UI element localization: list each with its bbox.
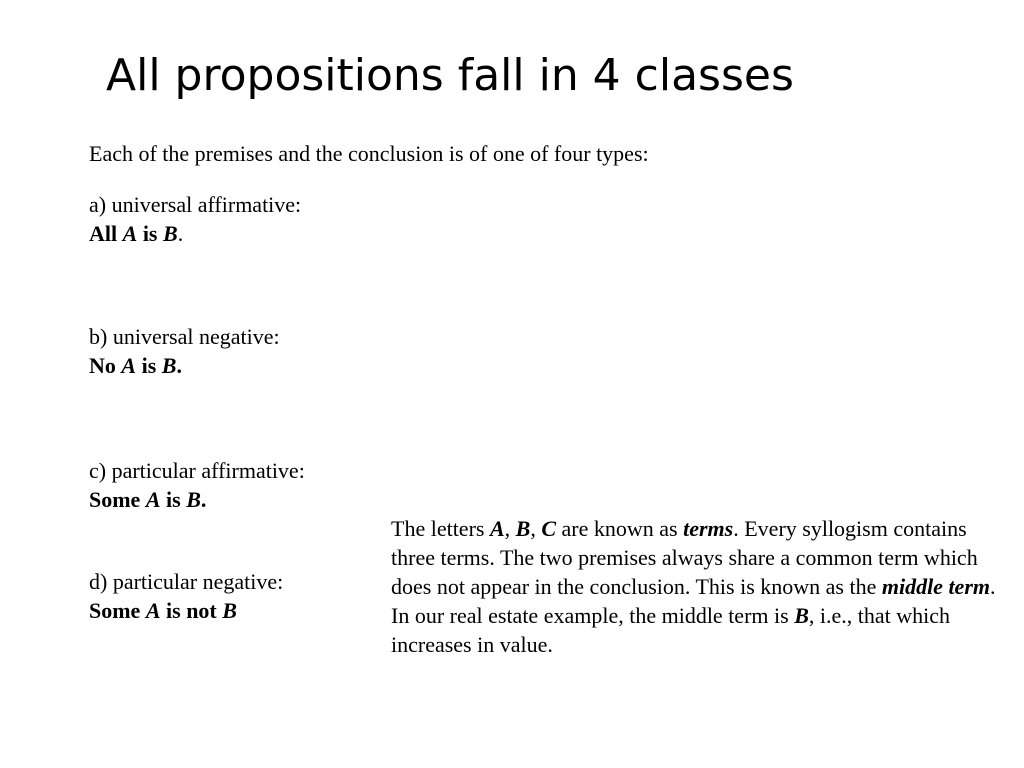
term-letter: middle term <box>881 574 990 599</box>
term-letter: B <box>186 487 201 512</box>
proposition-form <box>89 596 283 625</box>
text-run: is not <box>160 598 223 623</box>
proposition-form <box>89 485 305 514</box>
term-letter: B <box>222 598 237 623</box>
term-letter: B <box>515 516 531 541</box>
term-letter: terms <box>683 516 734 541</box>
term-letter: B <box>163 221 178 246</box>
text-run: , <box>504 516 516 541</box>
text-run: No <box>89 353 122 378</box>
term-letter: A <box>121 353 137 378</box>
proposition-form <box>89 351 280 380</box>
terms-note <box>391 514 1001 659</box>
intro-text: Each of the premises and the conclusion is of one of four types: <box>89 141 649 166</box>
proposition-b <box>89 322 280 380</box>
term-letter: A <box>489 516 505 541</box>
text-run: is <box>136 353 162 378</box>
text-run: Some <box>89 598 146 623</box>
text-run: is <box>160 487 187 512</box>
text-run: All <box>89 221 123 246</box>
text-run: . <box>177 221 184 246</box>
term-letter: A <box>122 221 138 246</box>
term-letter: B <box>794 603 809 628</box>
term-letter: C <box>541 516 557 541</box>
proposition-description: b) universal negative: <box>89 324 280 349</box>
proposition-d <box>89 567 283 625</box>
term-letter: B <box>161 353 177 378</box>
proposition-a <box>89 190 301 248</box>
proposition-form <box>89 219 301 248</box>
term-letter: A <box>145 487 161 512</box>
proposition-description: c) particular affirmative: <box>89 458 305 483</box>
text-run: . In our real estate example, the middle term is <box>391 574 996 628</box>
text-run: are known as <box>556 516 684 541</box>
text-run: The letters <box>391 516 490 541</box>
text-run: . <box>200 487 207 512</box>
slide-title: All propositions fall in 4 classes <box>106 50 794 101</box>
text-run: is <box>137 221 163 246</box>
proposition-c <box>89 456 305 514</box>
text-run: . <box>176 353 182 378</box>
text-run: , <box>530 516 542 541</box>
term-letter: A <box>145 598 161 623</box>
text-run: . Every syllogism contains three terms. The two premises always share a common term which does not appear in the conclusion. This is known as the <box>391 516 978 599</box>
proposition-description: a) universal affirmative: <box>89 192 302 217</box>
text-run: Some <box>89 487 146 512</box>
text-run: , i.e., that which increases in value. <box>391 603 951 657</box>
proposition-description: d) particular negative: <box>89 569 284 594</box>
